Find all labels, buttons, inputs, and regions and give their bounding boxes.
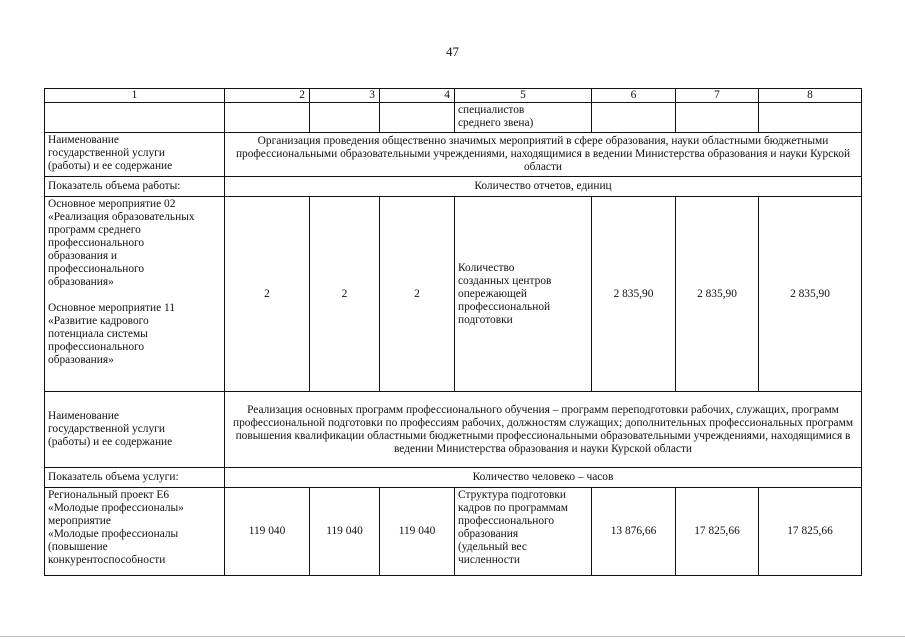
indicator-1-value: Количество отчетов, единиц: [225, 177, 862, 197]
indicator-2-value: Количество человеко – часов: [225, 468, 862, 488]
service-2-row: [45, 392, 862, 468]
col-number-1: 1: [45, 89, 225, 103]
service-2-label: Наименование государственной услуги (работы) и ее содержание: [45, 392, 225, 468]
cont-cell-2: [225, 103, 310, 133]
activity-b-col7: 17 825,66: [676, 488, 759, 576]
activity-a-col4: 2: [380, 197, 455, 392]
col-number-7: 7: [676, 89, 759, 103]
indicator-2-row: [45, 468, 862, 488]
activity-a-name: Основное мероприятие 02 «Реализация образовательных программ среднего профессионального образования и профессионального образования» Основное мероприятие 11 «Развитие кадрового потенциала системы профессионального образования»: [45, 197, 225, 392]
indicator-1-label: Показатель объема работы:: [45, 177, 225, 197]
column-numbers-row: [45, 89, 862, 103]
activity-a-col3: 2: [310, 197, 380, 392]
indicator-2-label: Показатель объема услуги:: [45, 468, 225, 488]
activity-b-indicator: Структура подготовки кадров по программам профессионального образования (удельный вес численности: [455, 488, 592, 576]
cont-cell-6: [592, 103, 676, 133]
col-number-2: 2: [225, 89, 310, 103]
cont-cell-3: [310, 103, 380, 133]
activity-b-col6: 13 876,66: [592, 488, 676, 576]
col-number-8: 8: [759, 89, 862, 103]
activity-a-col8: 2 835,90: [759, 197, 862, 392]
page-number: 47: [446, 44, 459, 59]
cont-cell-8: [759, 103, 862, 133]
col-number-6: 6: [592, 89, 676, 103]
service-1-row: [45, 133, 862, 177]
cont-cell-4: [380, 103, 455, 133]
activity-b-col4: 119 040: [380, 488, 455, 576]
activity-a-col6: 2 835,90: [592, 197, 676, 392]
continuation-row: [45, 103, 862, 133]
cont-cell-5: специалистов среднего звена): [455, 103, 592, 133]
activity-b-col3: 119 040: [310, 488, 380, 576]
activity-row-b: [45, 488, 862, 576]
activity-b-name: Региональный проект Е6 «Молодые профессионалы» мероприятие «Молодые профессионалы (повышение конкурентоспособности: [45, 488, 225, 576]
service-1-label: Наименование государственной услуги (работы) и ее содержание: [45, 133, 225, 177]
col-number-5: 5: [455, 89, 592, 103]
col-number-3: 3: [310, 89, 380, 103]
indicators-table: [44, 88, 862, 576]
activity-b-col2: 119 040: [225, 488, 310, 576]
activity-a-col7: 2 835,90: [676, 197, 759, 392]
activity-a-indicator: Количество созданных центров опережающей профессиональной подготовки: [455, 197, 592, 392]
service-1-content: Организация проведения общественно значимых мероприятий в сфере образования, науки областными бюджетными профессиональными образовательными учреждениями, находящимися в ведении Министерства образования и науки Курской области: [225, 133, 862, 177]
activity-a-col2: 2: [225, 197, 310, 392]
indicator-1-row: [45, 177, 862, 197]
activity-b-col8: 17 825,66: [759, 488, 862, 576]
service-2-content: Реализация основных программ профессионального обучения – программ переподготовки рабочих, служащих, программ профессиональной подготовки по профессиям рабочих, должностям служащих; дополнительных профессиональных программ повышения квалификации областными бюджетными профессиональными образовательными учреждениями, находящимися в ведении Министерства образования и науки Курской области: [225, 392, 862, 468]
cont-cell-7: [676, 103, 759, 133]
col-number-4: 4: [380, 89, 455, 103]
activity-row-a: [45, 197, 862, 392]
scan-edge-line: [0, 636, 905, 637]
cont-cell-1: [45, 103, 225, 133]
